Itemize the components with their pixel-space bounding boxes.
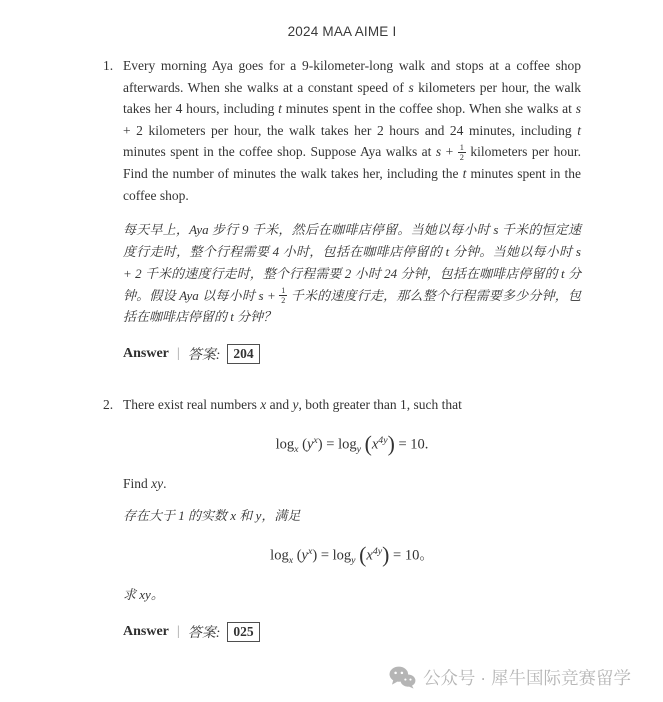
problem-1-answer-row [123, 344, 581, 364]
problem-1-text-english: Every morning Aya goes for a 9-kilometer-long walk and stops at a coffee shop afterwards. When she walks at a constant speed of s kilometers per hour, the walk takes her 4 hours, including t minutes spent in the coffee shop. When she walks at s + 2 kilometers per hour, the walk takes her 2 hours and 24 minutes, including t minutes spent in the coffee shop. Suppose Aya walks at s + $\frac{1}{2}$ kilometers per hour. Find the number of minutes the walk takes her, including the t minutes spent in the coffee shop. [123, 58, 581, 203]
answer-separator: | [176, 624, 180, 640]
problem-2-find-chinese: 求 xy。 [123, 587, 164, 603]
page-title: 2024 MAA AIME I [287, 24, 397, 39]
footer-text: 公众号 · 犀牛国际竞赛留学 [422, 668, 631, 688]
problem-2-intro-english: There exist real numbers x and y, both greater than 1, such that [123, 397, 462, 413]
problem-2-body [123, 394, 581, 642]
footer-watermark [389, 665, 631, 690]
problem-2-number: 2. [103, 397, 114, 413]
problem-2-answer-row [123, 622, 581, 642]
answer-separator: | [176, 346, 180, 362]
wechat-icon [389, 666, 416, 689]
problem-1-body [123, 55, 581, 364]
problem-1-text-chinese: 每天早上，Aya 步行 9 千米，然后在咖啡店停留。当她以每小时 s 千米的恒定速度行走时，整个行程需要 4 小时，包括在咖啡店停留的 t 分钟。当她以每小时 s + 2 千米的速度行走时，整个行程需要 2 小时 24 分钟，包括在咖啡店停留的 t 分钟。假设 Aya 以每小时 s + $\frac{1}{2}$ 千米的速度行走，那么整个行程需要多少分钟，包括在咖啡店停留的 t 分钟？ [123, 222, 581, 325]
problem-2-equation-chinese: $\log_x (y^x) = \log_y (x^{4y}) = 10$。 [270, 543, 434, 568]
problem-2 [103, 394, 581, 642]
problem-2-intro-chinese: 存在大于 1 的实数 x 和 y，满足 [123, 508, 301, 524]
problem-2-answer-value: 025 [227, 622, 259, 642]
answer-label-chinese: 答案: [187, 626, 221, 642]
problem-2-equation-english: $\log_x (y^x) = \log_y (x^{4y}) = 10$. [275, 431, 429, 456]
problem-1-answer-value: 204 [227, 344, 259, 364]
answer-label-english: Answer [123, 346, 169, 362]
problem-1-number: 1. [103, 58, 114, 73]
answer-label-chinese: 答案: [187, 348, 221, 364]
problem-1 [103, 55, 581, 364]
problem-2-find-english: Find xy. [123, 475, 167, 491]
answer-label-english: Answer [123, 624, 169, 640]
